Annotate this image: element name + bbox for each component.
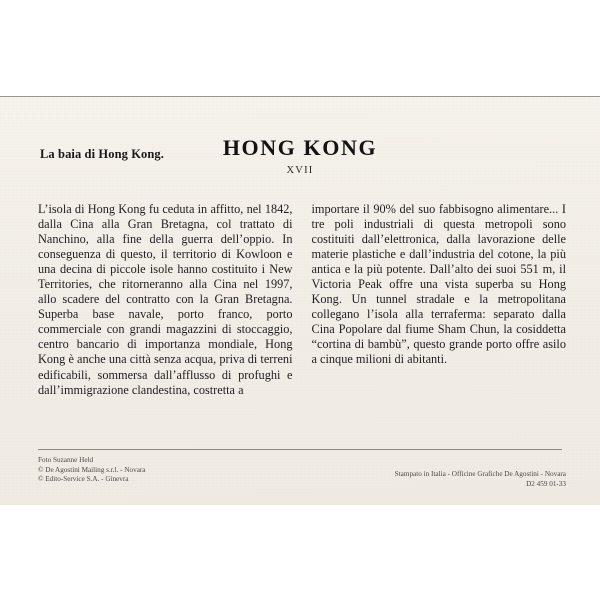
postcard-header	[0, 135, 600, 193]
photo-caption: La baia di Hong Kong.	[40, 147, 165, 161]
page-title: HONG KONG	[222, 135, 378, 160]
copyright-line-2: © Edito-Service S.A. - Ginevra	[38, 475, 129, 484]
text-column-right	[312, 202, 567, 437]
postcard-footer	[38, 456, 566, 498]
footer-divider	[38, 449, 562, 450]
footer-credits-right	[395, 470, 566, 489]
printer-line: Stampato in Italia - Officine Grafiche De Agostini - Novara	[394, 470, 566, 478]
footer-credits-left	[38, 456, 145, 485]
postcard-back	[0, 96, 600, 505]
copyright-line-1: © De Agostini Mailing s.r.l. - Novara	[38, 465, 146, 474]
text-column-left	[38, 202, 293, 437]
photo-credit-line: Foto Suzanne Held	[38, 456, 94, 464]
right-column-paragraph: importare il 90% del suo fabbisogno alimentare... I tre poli industriali di questa metropoli sono costituiti dall’elettronica, dalla lavorazione delle materie plastiche e dall’industria del cotone, la più antica e la più potente. Dall’alto dei suoi 551 m, il Victoria Peak offre una vista superba su Hong Kong. Un tunnel stradale e la metropolitana collegano l’isola alla terraferma: separato dalla Cina Popolare dal fiume Sham Chun, la cosiddetta “cortina di bambù”, questo grande porto offre asilo a cinque milioni di abitanti.	[311, 202, 566, 367]
plate-numeral: XVII	[286, 165, 314, 176]
left-column-paragraph: L’isola di Hong Kong fu ceduta in affitto, nel 1842, dalla Cina alla Gran Bretagna, col trattato di Nanchino, alla fine della guerra dell’oppio. In conseguenza di questo, il territorio di Kowloon e una decina di piccole isole hanno costituito i New Territories, che ritorneranno alla Cina nel 1997, allo scadere del contratto con la Gran Bretagna. Superba base navale, porto franco, porto commerciale con grandi magazzini di stoccaggio, centro bancario di importanza mondiale, Hong Kong è anche una città senza acqua, priva di terreni edificabili, sommersa dall’afflusso di profughi e dall’immigrazione clandestina, costretta a	[38, 202, 293, 397]
reference-code: D2 459 01-33	[526, 479, 566, 488]
body-text-columns	[38, 202, 566, 437]
postcard-content	[0, 97, 600, 505]
